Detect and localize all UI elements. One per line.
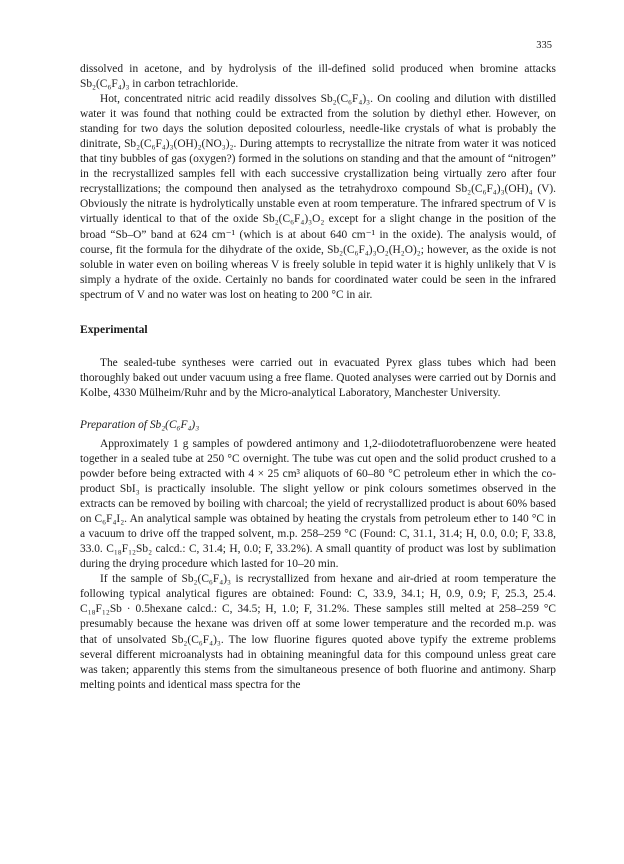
paragraph-preparation: Approximately 1 g samples of powdered antimony and 1,2-diiodotetrafluorobenzene were heated together in a sealed tube at 250 °C overnight. The tube was cut open and the solid product crushed to a powder before being extracted with 4 × 25 cm³ aliquots of 60–80 °C petroleum ether in which the co-product SbI₃ is practically insoluble. The slight yellow or pink colours sometimes observed in the extracts can be removed by boiling with charcoal; the yield of recrystallized product is about 60% based on C₆F₄I₂. An analytical sample was obtained by heating the crystals from petroleum ether to 140 °C in a vacuum to drive off the trapped solvent, m.p. 258–259 °C (Found: C, 31.1, 31.4; H, 0.0, 0.0; F, 33.8, 33.0. C₁₈F₁₂Sb₂ calcd.: C, 31.4; H, 0.0; F, 33.2%). A small quantity of product was lost by sublimation during the drying procedure which lasted for 10–20 min. <box>80 437 556 571</box>
paragraph-hexane: If the sample of Sb₂(C₆F₄)₃ is recrystallized from hexane and air-dried at room temperature the following typical analytical figures are obtained: Found: C, 33.9, 34.1; H, 0.9, 0.9; F, 25.3, 25.4. C₁₈F₁₂Sb · 0.5hexane calcd.: C, 34.5; H, 1.0; F, 31.2%. These samples still melted at 258–259 °C presumably because the hexane was driven off at some lower temperature and the recorded m.p. was that of unsolvated Sb₂(C₆F₄)₃. The low fluorine figures quoted above typify the extreme problems several different microanalysts had in obtaining meaningful data for this compound unless great care was taken; apparently this stems from the simultaneous presence of both fluorine and antimony. Sharp melting points and identical mass spectra for the <box>80 573 556 691</box>
section-heading-experimental: Experimental <box>80 322 148 336</box>
paragraph-sealed-tube: The sealed-tube syntheses were carried out in evacuated Pyrex glass tubes which had been thoroughly baked out under vacuum using a free flame. Quoted analyses were carried out by Dornis and Kolbe, 4330 Mülheim/Ruhr and by the Micro-analytical Laboratory, Manchester University. <box>80 356 556 399</box>
paragraph-nitric-acid: Hot, concentrated nitric acid readily dissolves Sb₂(C₆F₄)₃. On cooling and dilution with distilled water it was found that nothing could be extracted from the solution by diethyl ether. However, on standing for two days the solution deposited colourless, needle-like crystals of what is probably the dinitrate, Sb₂(C₆F₄)₃(OH)₂(NO₃)₂. During attempts to recrystallize the nitrate from water it was noticed that tiny bubbles of gas (oxygen?) formed in the solutions on standing and that the amount of “nitrogen” in the recrystallized samples fell with each successive crystallization being virtually zero after four recrystallizations; the compound then analysed as the tetrahydroxo compound Sb₂(C₆F₄)₃(OH)₄ (V). Obviously the nitrate is hydrolytically unstable even at room temperature. The infrared spectrum of V is virtually identical to that of the oxide Sb₂(C₆F₄)₃O₂ except for a slight change in the position of the broad “Sb–O” band at 624 cm⁻¹ (which is at about 640 cm⁻¹ in the oxide). The analysis would, of course, fit the formula for the dihydrate of the oxide, Sb₂(C₆F₄)₃O₂(H₂O)₂; however, as the oxide is not soluble in water even on boiling whereas V is freely soluble in tepid water it is highly unlikely that V is simply a hydrate of the oxide. Certainly no bands for coordinated water could be seen in the infrared spectrum of V and no water was lost on heating to 200 °C in air. <box>80 93 556 301</box>
text-column <box>80 62 556 693</box>
subsection-heading-preparation: Preparation of Sb₂(C₆F₄)₃ <box>80 418 200 431</box>
paragraph-continuation: dissolved in acetone, and by hydrolysis of the ill-defined solid produced when bromine attacks Sb₂(C₆F₄)₃ in carbon tetrachloride. <box>80 63 556 91</box>
page-number: 335 <box>536 40 552 51</box>
